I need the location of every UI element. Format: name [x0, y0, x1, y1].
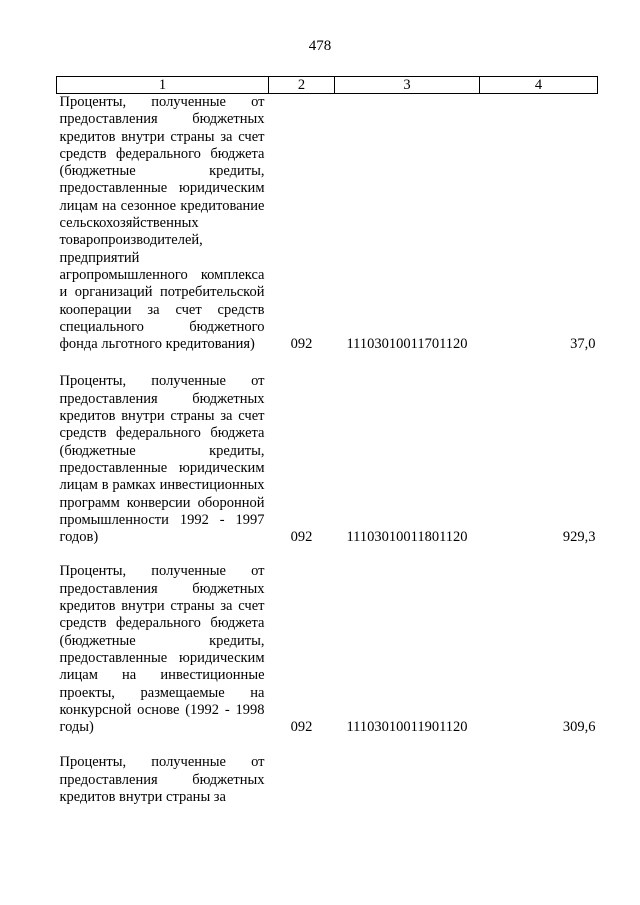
row-code: 092	[290, 336, 313, 353]
row-name: Проценты, полученные от предоставления бюджетных кредитов внутри страны за счет средств федерального бюджета (бюджетные кредиты, предоставленные юридическим лицам в рамках инвестиционных программ конверсии оборонной промышленности 1992 - 1997 годов)	[59, 373, 265, 546]
row-amount: 929,3	[562, 529, 596, 546]
page-number: 478	[308, 38, 332, 54]
row-code	[269, 754, 335, 806]
row-amount: 309,6	[562, 719, 596, 736]
column-header-4: 4	[480, 77, 598, 94]
column-header-2: 2	[269, 77, 335, 94]
row-name: Проценты, полученные от предоставления бюджетных кредитов внутри страны за счет средств федерального бюджета (бюджетные кредиты, предоставленные юридическим лицам на сезонное кредитование сельскохозяйственных товаропроизводителей, предприятий агропромышленного комплекса и организаций потребительской кооперации за счет средств специального бюджетного фонда льготного кредитования)	[59, 94, 265, 353]
row-kbk: 11103010011701120	[346, 336, 468, 353]
row-name: Проценты, полученные от предоставления бюджетных кредитов внутри страны за счет средств федерального бюджета (бюджетные кредиты, предоставленные юридическим лицам на инвестиционные проекты, размещаемые на конкурсной основе (1992 - 1998 годы)	[59, 563, 265, 736]
row-name: Проценты, полученные от предоставления бюджетных кредитов внутри страны за	[59, 754, 265, 805]
row-code: 092	[290, 719, 313, 736]
row-kbk: 11103010011801120	[346, 529, 468, 546]
row-amount	[480, 754, 598, 806]
table-row	[57, 373, 598, 546]
row-code: 092	[290, 529, 313, 546]
table-row	[57, 94, 598, 354]
row-amount: 37,0	[570, 336, 596, 353]
table-header-row	[57, 77, 598, 94]
table-row	[57, 754, 598, 806]
row-kbk: 11103010011901120	[346, 719, 468, 736]
row-kbk	[335, 754, 480, 806]
table-row	[57, 563, 598, 736]
budget-table	[56, 76, 598, 806]
column-header-1: 1	[57, 77, 269, 94]
column-header-3: 3	[335, 77, 480, 94]
